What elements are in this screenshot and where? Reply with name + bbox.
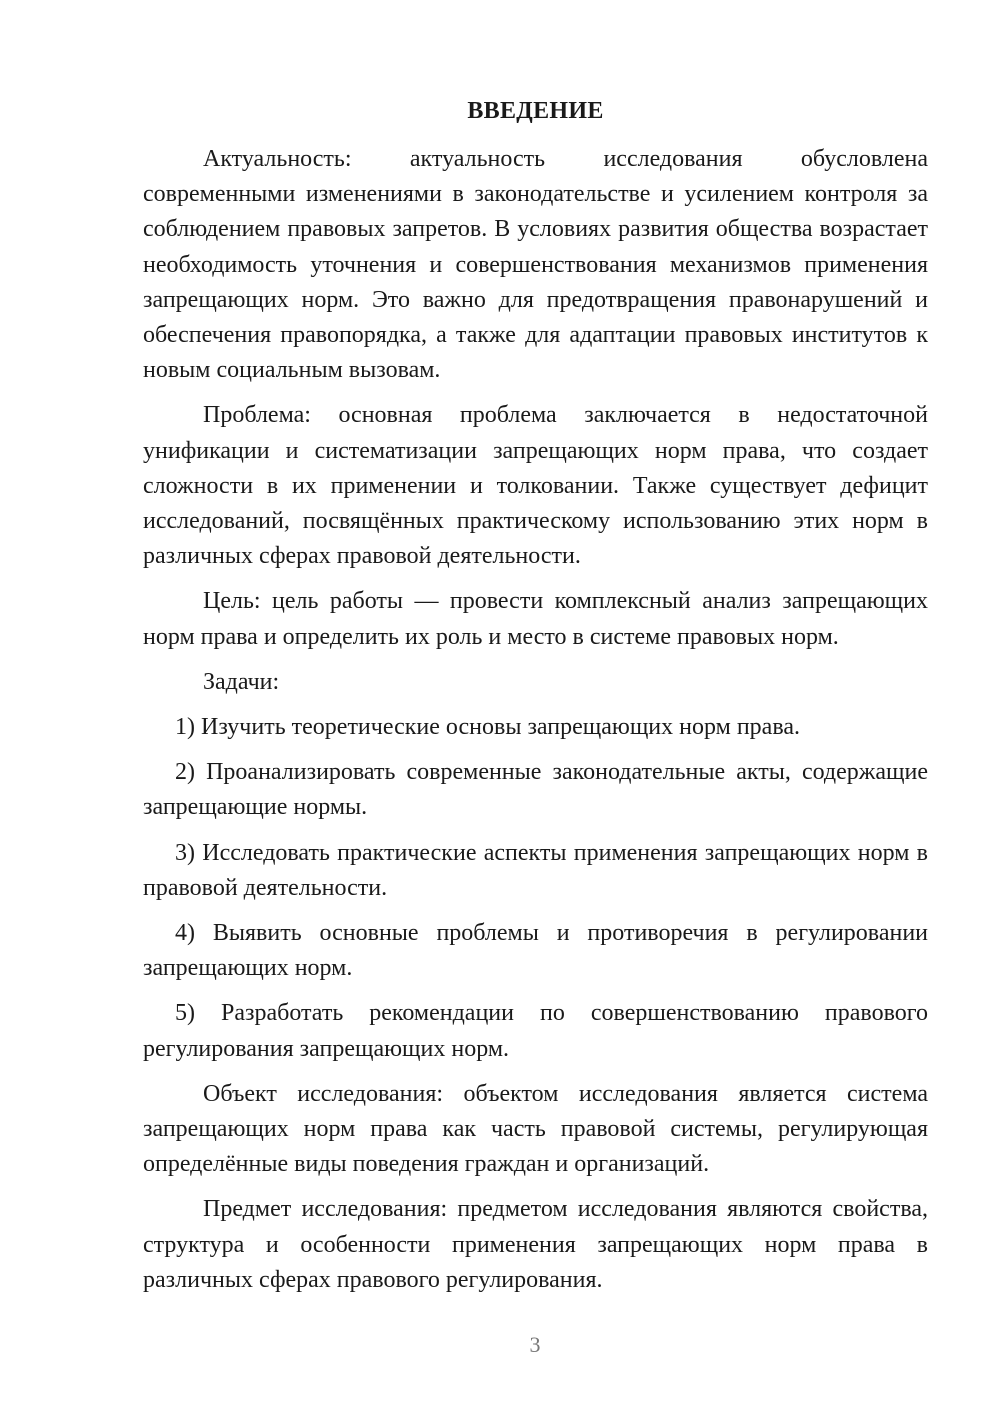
- page-title: ВВЕДЕНИЕ: [467, 98, 604, 124]
- paragraph-problem: Проблема: основная проблема заключается в недостаточной унификации и систематизации запрещающих норм права, что создает сложности в их применении и толковании. Также существует дефицит исследований, посвящённых практическому использованию этих норм в различных сферах правовой деятельности.: [143, 402, 928, 570]
- paragraph-subject: Предмет исследования: предметом исследования являются свойства, структура и особенности применения запрещающих норм права в различных сферах правового регулирования.: [143, 1196, 928, 1293]
- task-item-4: 4) Выявить основные проблемы и противоречия в регулировании запрещающих норм.: [143, 920, 928, 982]
- paragraph-relevance: Актуальность: актуальность исследования обусловлена современными изменениями в законодательстве и усилением контроля за соблюдением правовых запретов. В условиях развития общества возрастает необходимость уточнения и совершенствования механизмов применения запрещающих норм. Это важно для предотвращения правонарушений и обеспечения правопорядка, а также для адаптации правовых институтов к новым социальным вызовам.: [143, 146, 928, 384]
- task-item-5: 5) Разработать рекомендации по совершенствованию правового регулирования запрещающих норм.: [143, 1000, 928, 1062]
- paragraph-goal: Цель: цель работы — провести комплексный анализ запрещающих норм права и определить их роль и место в системе правовых норм.: [143, 588, 928, 650]
- paragraph-tasks-heading: Задачи:: [203, 668, 280, 695]
- task-item-2: 2) Проанализировать современные законодательные акты, содержащие запрещающие нормы.: [143, 759, 928, 821]
- page-number: 3: [529, 1332, 541, 1357]
- paragraph-object: Объект исследования: объектом исследования является система запрещающих норм права как часть правовой системы, регулирующая определённые виды поведения граждан и организаций.: [143, 1080, 928, 1178]
- task-item-1: 1) Изучить теоретические основы запрещающих норм права.: [175, 714, 800, 741]
- task-item-3: 3) Исследовать практические аспекты применения запрещающих норм в правовой деятельности.: [143, 839, 928, 901]
- document-body: [143, 142, 928, 1298]
